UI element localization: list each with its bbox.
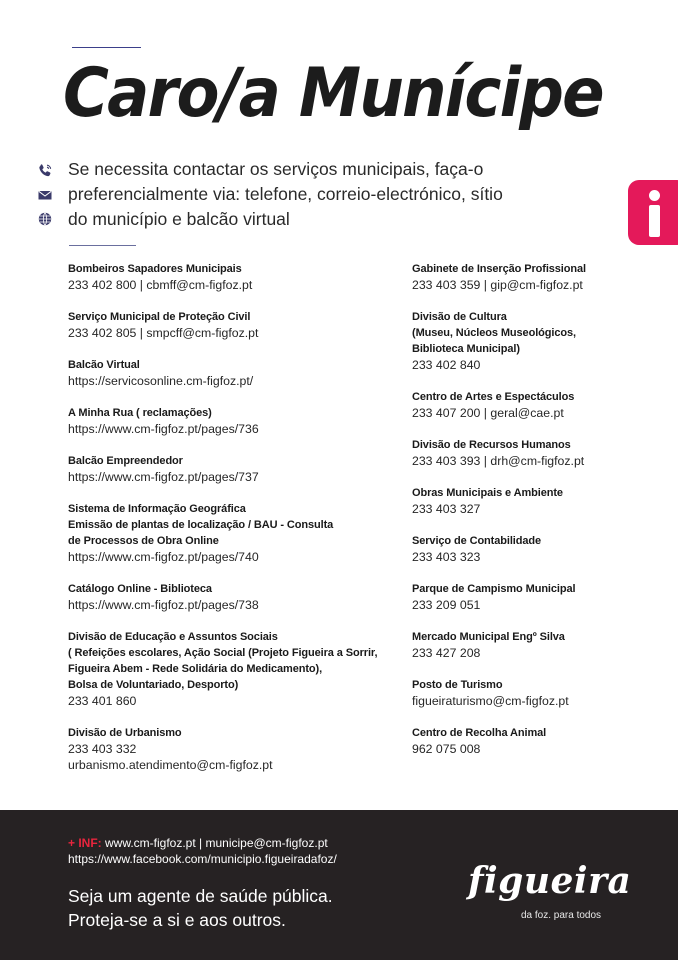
contact-detail[interactable]: 233 209 051 bbox=[412, 598, 481, 612]
contact-entry bbox=[68, 357, 388, 389]
contact-detail[interactable]: 233 427 208 bbox=[412, 646, 481, 660]
contact-icons bbox=[37, 163, 55, 235]
contact-entry bbox=[68, 725, 388, 773]
contact-name: Obras Municipais e Ambiente bbox=[412, 487, 563, 499]
intro-text: Se necessita contactar os serviços municipais, faça-o preferencialmente via: telefone, correio-electrónico, sítio do município e balcão virtual bbox=[68, 159, 503, 229]
contact-name: Centro de Recolha Animal bbox=[412, 727, 547, 739]
contact-detail[interactable]: 233 402 805 | smpcff@cm-figfoz.pt bbox=[68, 326, 259, 340]
contacts-left-column bbox=[68, 261, 388, 789]
contact-name: Divisão de Educação e Assuntos Sociais ( Refeições escolares, Ação Social (Projeto Figueira a Sorrir, Figueira Abem - Rede Solidária do Medicamento), Bolsa de Voluntariado, Desporto) bbox=[68, 631, 378, 691]
envelope-icon bbox=[37, 187, 55, 211]
footer-info-line bbox=[68, 836, 328, 850]
contact-name: Sistema de Informação Geográfica Emissão de plantas de localização / BAU - Consulta de Processos de Obra Online bbox=[68, 503, 334, 547]
contact-entry bbox=[68, 453, 388, 485]
contact-name: Balcão Virtual bbox=[68, 359, 140, 371]
contact-entry bbox=[68, 581, 388, 613]
contact-name: A Minha Rua ( reclamações) bbox=[68, 407, 212, 419]
contact-name: Catálogo Online - Biblioteca bbox=[68, 583, 212, 595]
contact-entry bbox=[68, 501, 388, 565]
contact-entry bbox=[68, 629, 388, 709]
page-title: Caro/a Munícipe bbox=[63, 54, 603, 133]
contact-name: Divisão de Urbanismo bbox=[68, 727, 182, 739]
top-divider bbox=[72, 47, 141, 48]
contact-detail[interactable]: https://www.cm-figfoz.pt/pages/740 bbox=[68, 550, 259, 564]
contact-detail[interactable]: 233 403 332 urbanismo.atendimento@cm-figfoz.pt bbox=[68, 742, 273, 772]
contact-detail[interactable]: 233 402 800 | cbmff@cm-figfoz.pt bbox=[68, 278, 253, 292]
contact-detail[interactable]: figueiraturismo@cm-figfoz.pt bbox=[412, 694, 569, 708]
contact-entry bbox=[412, 437, 652, 469]
contacts-right-column bbox=[412, 261, 652, 773]
contact-name: Mercado Municipal Engº Silva bbox=[412, 631, 565, 643]
globe-icon bbox=[37, 211, 55, 235]
contact-name: Gabinete de Inserção Profissional bbox=[412, 263, 586, 275]
contact-detail[interactable]: 233 403 327 bbox=[412, 502, 481, 516]
contact-name: Serviço Municipal de Proteção Civil bbox=[68, 311, 251, 323]
contact-name: Balcão Empreendedor bbox=[68, 455, 183, 467]
contact-name: Posto de Turismo bbox=[412, 679, 503, 691]
inf-label: + INF: bbox=[68, 836, 102, 850]
contact-name: Parque de Campismo Municipal bbox=[412, 583, 576, 595]
contact-detail[interactable]: https://servicosonline.cm-figfoz.pt/ bbox=[68, 374, 254, 388]
contact-entry bbox=[68, 261, 388, 293]
contact-detail[interactable]: 233 403 359 | gip@cm-figfoz.pt bbox=[412, 278, 583, 292]
contact-entry bbox=[68, 309, 388, 341]
contact-entry bbox=[412, 261, 652, 293]
contact-name: Centro de Artes e Espectáculos bbox=[412, 391, 575, 403]
contact-name: Serviço de Contabilidade bbox=[412, 535, 542, 547]
contact-name: Bombeiros Sapadores Municipais bbox=[68, 263, 242, 275]
contact-detail[interactable]: 233 402 840 bbox=[412, 358, 481, 372]
contact-detail[interactable]: https://www.cm-figfoz.pt/pages/736 bbox=[68, 422, 259, 436]
contact-entry bbox=[412, 677, 652, 709]
contact-entry bbox=[412, 309, 652, 373]
contact-detail[interactable]: 962 075 008 bbox=[412, 742, 481, 756]
contact-entry bbox=[412, 389, 652, 421]
contact-name: Divisão de Cultura (Museu, Núcleos Museológicos, Biblioteca Municipal) bbox=[412, 311, 576, 355]
logo-tagline: da foz. para todos bbox=[521, 910, 602, 921]
contact-entry bbox=[412, 581, 652, 613]
footer bbox=[0, 810, 678, 960]
contact-detail[interactable]: 233 403 393 | drh@cm-figfoz.pt bbox=[412, 454, 585, 468]
contact-detail[interactable]: https://www.cm-figfoz.pt/pages/738 bbox=[68, 598, 259, 612]
figueira-logo bbox=[468, 860, 632, 930]
contact-detail[interactable]: 233 407 200 | geral@cae.pt bbox=[412, 406, 564, 420]
contact-detail[interactable]: 233 403 323 bbox=[412, 550, 481, 564]
contact-detail[interactable]: https://www.cm-figfoz.pt/pages/737 bbox=[68, 470, 259, 484]
facebook-link[interactable]: https://www.facebook.com/municipio.figueiradafoz/ bbox=[68, 852, 337, 866]
footer-links[interactable]: www.cm-figfoz.pt | municipe@cm-figfoz.pt bbox=[101, 836, 328, 850]
contact-entry bbox=[412, 629, 652, 661]
contact-entry bbox=[412, 725, 652, 757]
phone-icon bbox=[37, 163, 55, 187]
contact-entry bbox=[412, 533, 652, 565]
logo-wordmark: figueira bbox=[468, 860, 632, 902]
contact-detail[interactable]: 233 401 860 bbox=[68, 694, 137, 708]
info-icon bbox=[628, 180, 678, 245]
footer-slogan: Seja um agente de saúde pública. Proteja-se a si e aos outros. bbox=[68, 886, 333, 930]
contact-entry bbox=[412, 485, 652, 517]
contact-entry bbox=[68, 405, 388, 437]
section-divider bbox=[69, 245, 136, 246]
contact-name: Divisão de Recursos Humanos bbox=[412, 439, 571, 451]
